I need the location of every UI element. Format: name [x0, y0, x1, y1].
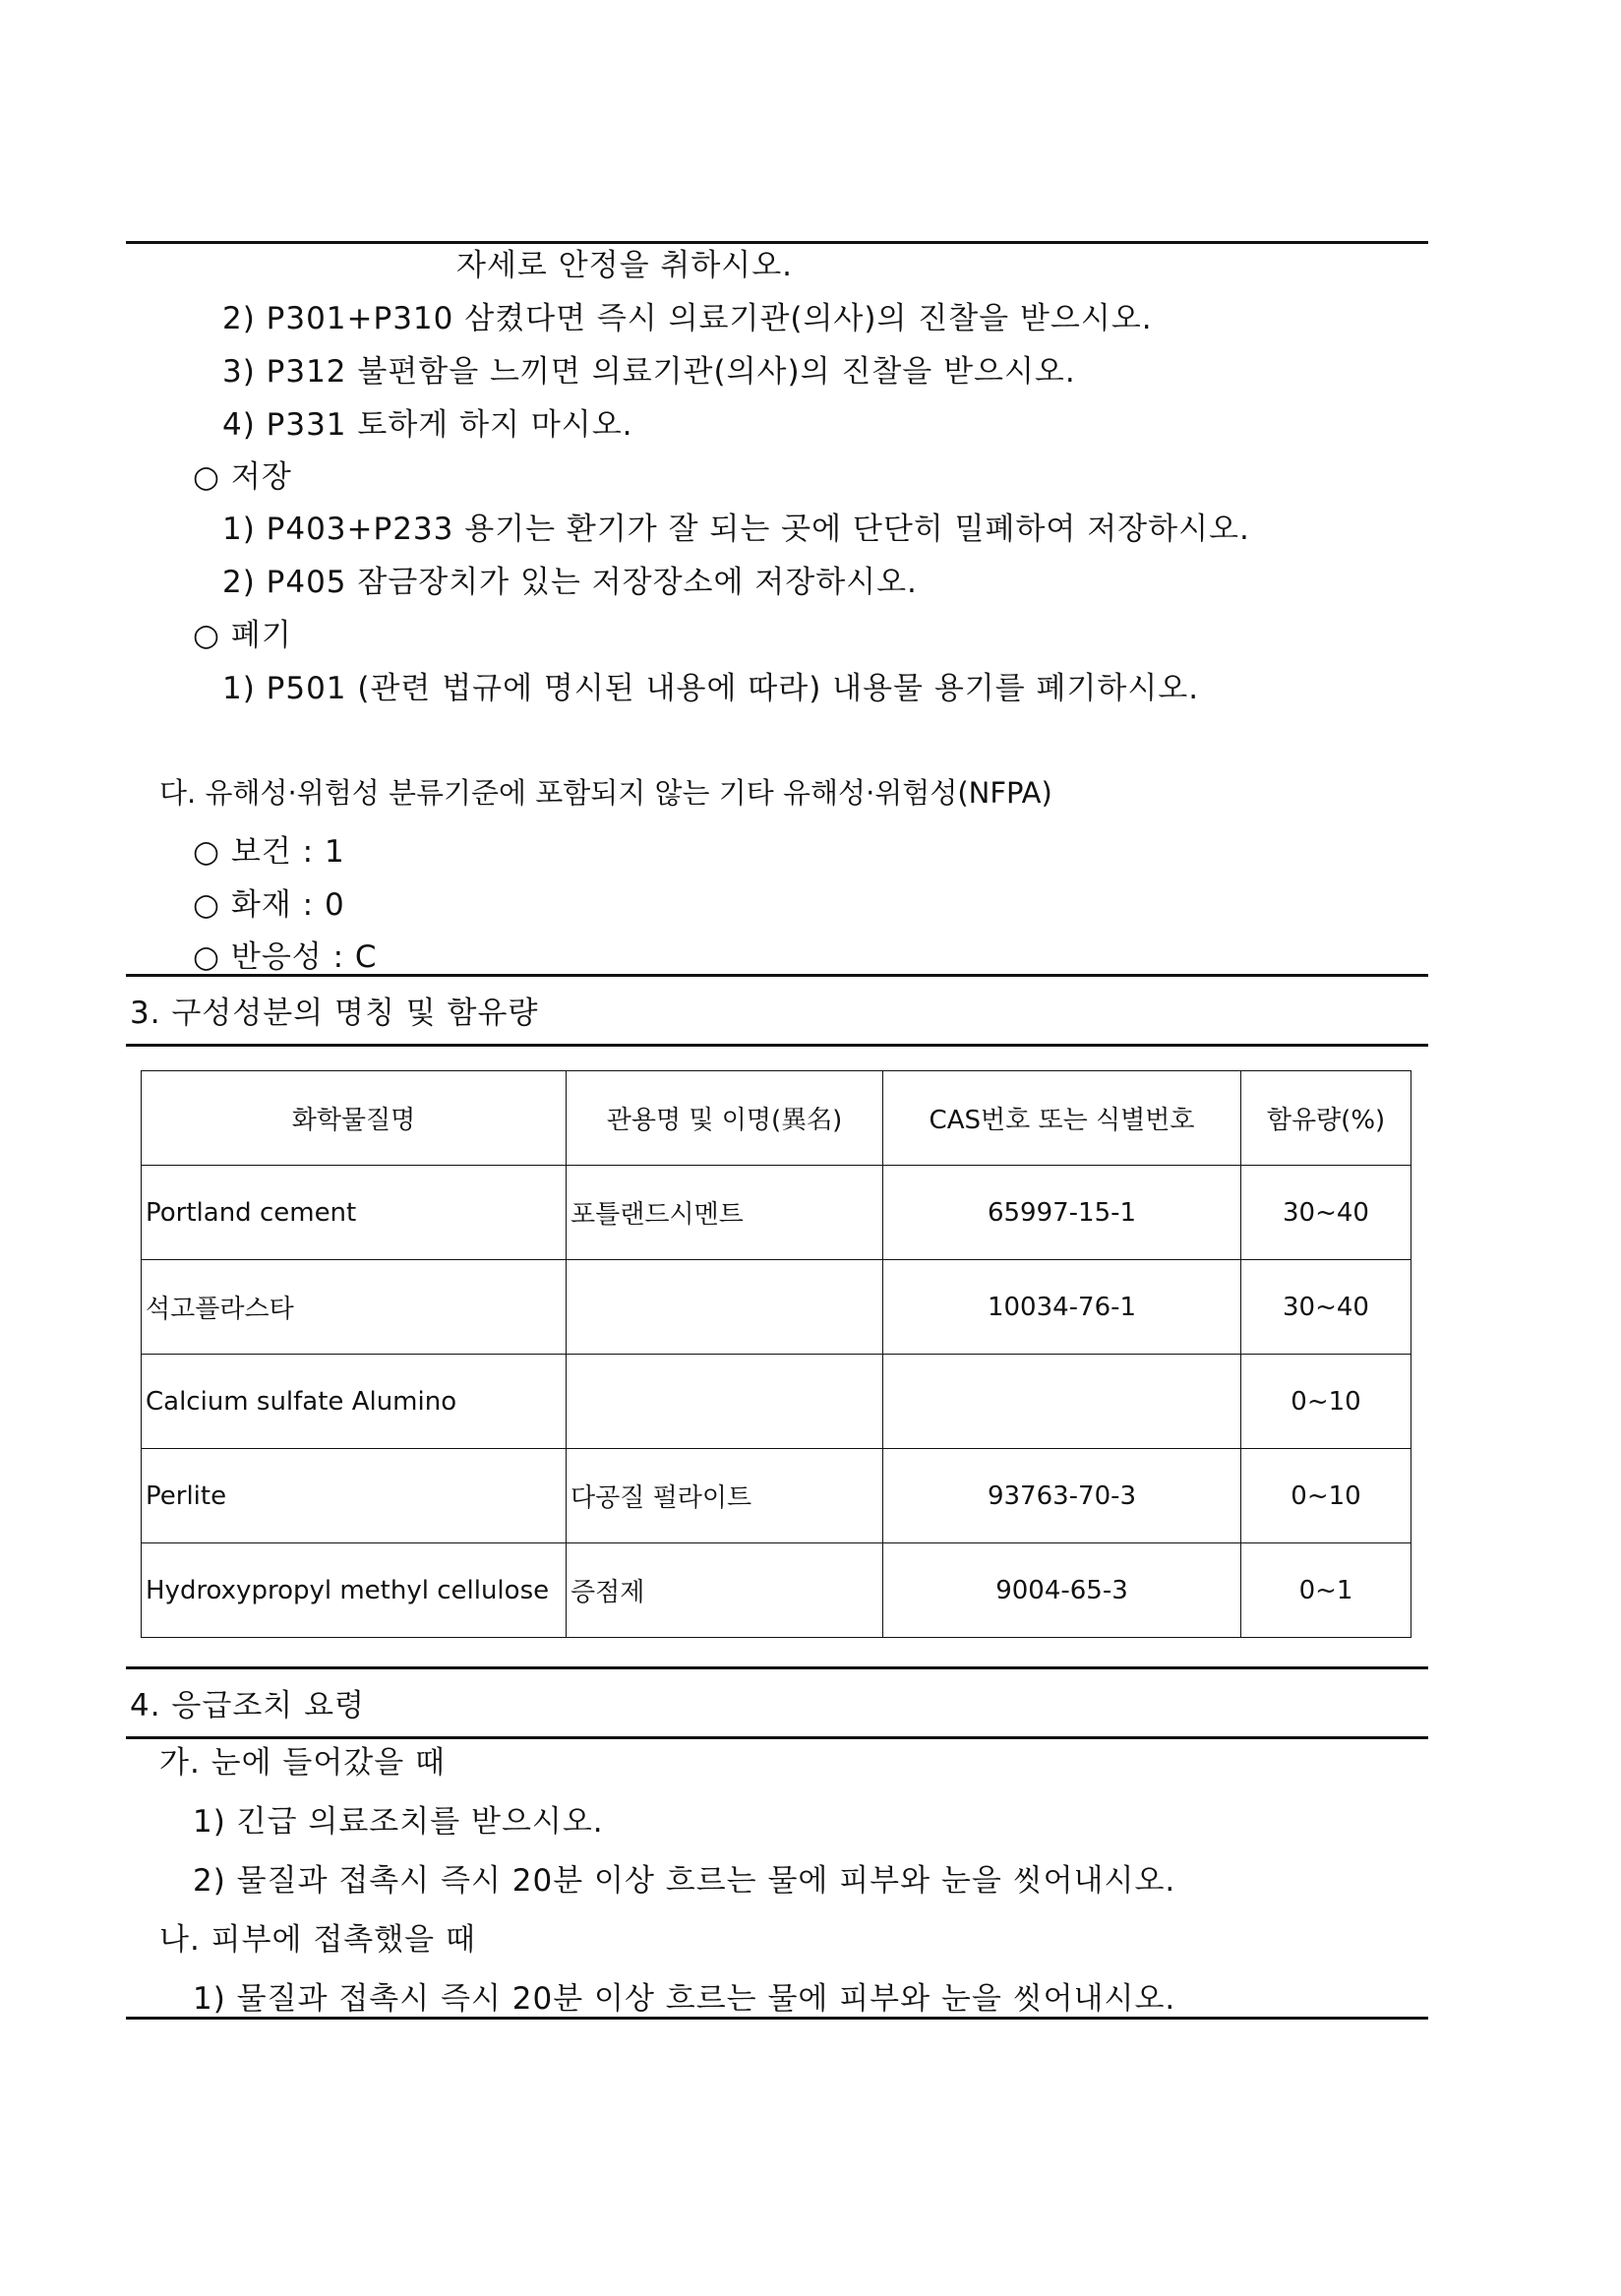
- cell-chemical-name: Hydroxypropyl methyl cellulose: [142, 1543, 567, 1638]
- header-common-name: 관용명 및 이명(異名): [567, 1071, 883, 1166]
- cell-content: 30~40: [1241, 1166, 1411, 1260]
- precaution-line: 3) P312 불편함을 느끼면 의료기관(의사)의 진찰을 받으시오.: [222, 354, 1076, 390]
- precaution-line: 2) P301+P310 삼켰다면 즉시 의료기관(의사)의 진찰을 받으시오.: [222, 301, 1153, 336]
- cell-content: 0~10: [1241, 1449, 1411, 1543]
- cell-cas-number: 65997-15-1: [883, 1166, 1241, 1260]
- section4-top-rule: [126, 1666, 1428, 1669]
- storage-heading: ○ 저장: [193, 459, 292, 495]
- top-rule: [126, 241, 1428, 244]
- cell-common-name: 다공질 펄라이트: [567, 1449, 883, 1543]
- cell-content: 30~40: [1241, 1260, 1411, 1355]
- composition-table: [141, 1070, 1411, 1638]
- table-row: [142, 1260, 1411, 1355]
- cell-chemical-name: Portland cement: [142, 1166, 567, 1260]
- nfpa-reactivity: ○ 반응성 : C: [193, 939, 378, 975]
- cell-chemical-name: 석고플라스타: [142, 1260, 567, 1355]
- cell-common-name: [567, 1355, 883, 1449]
- precaution-line: 4) P331 토하게 하지 마시오.: [222, 407, 633, 443]
- precaution-line: 2) P405 잠금장치가 있는 저장장소에 저장하시오.: [222, 565, 918, 600]
- disposal-heading: ○ 폐기: [193, 618, 292, 653]
- cell-chemical-name: Perlite: [142, 1449, 567, 1543]
- bottom-rule: [126, 2017, 1428, 2020]
- eye-contact-heading: 가. 눈에 들어갔을 때: [159, 1745, 446, 1781]
- skin-contact-heading: 나. 피부에 접촉했을 때: [159, 1922, 476, 1958]
- table-row: [142, 1543, 1411, 1638]
- cell-cas-number: [883, 1355, 1241, 1449]
- cell-content: 0~1: [1241, 1543, 1411, 1638]
- cell-common-name: 포틀랜드시멘트: [567, 1166, 883, 1260]
- nfpa-health: ○ 보건 : 1: [193, 834, 345, 870]
- cell-content: 0~10: [1241, 1355, 1411, 1449]
- cell-cas-number: 9004-65-3: [883, 1543, 1241, 1638]
- table-header-row: [142, 1071, 1411, 1166]
- cell-chemical-name: Calcium sulfate Alumino: [142, 1355, 567, 1449]
- cell-common-name: 증점제: [567, 1543, 883, 1638]
- table-row: [142, 1355, 1411, 1449]
- precaution-line: 자세로 안정을 취하시오.: [456, 248, 794, 283]
- section4-title: 4. 응급조치 요령: [130, 1688, 365, 1723]
- header-content: 함유량(%): [1241, 1071, 1411, 1166]
- section4-title-rule: [126, 1736, 1428, 1739]
- precaution-line: 1) P403+P233 용기는 환기가 잘 되는 곳에 단단히 밀폐하여 저장하시오.: [222, 512, 1250, 547]
- header-chemical-name: 화학물질명: [142, 1071, 567, 1166]
- precaution-line: 1) P501 (관련 법규에 명시된 내용에 따라) 내용물 용기를 폐기하시오.: [222, 671, 1200, 706]
- section3-title: 3. 구성성분의 명칭 및 함유량: [130, 996, 539, 1031]
- first-aid-line: 1) 물질과 접촉시 즉시 20분 이상 흐르는 물에 피부와 눈을 씻어내시오.: [193, 1981, 1176, 2017]
- first-aid-line: 2) 물질과 접촉시 즉시 20분 이상 흐르는 물에 피부와 눈을 씻어내시오.: [193, 1863, 1176, 1899]
- section3-bottom-rule: [126, 1044, 1428, 1047]
- cell-common-name: [567, 1260, 883, 1355]
- first-aid-line: 1) 긴급 의료조치를 받으시오.: [193, 1804, 604, 1840]
- cell-cas-number: 10034-76-1: [883, 1260, 1241, 1355]
- other-hazards-title: 다. 유해성·위험성 분류기준에 포함되지 않는 기타 유해성·위험성(NFPA): [159, 776, 1052, 810]
- section3-top-rule: [126, 974, 1428, 977]
- nfpa-fire: ○ 화재 : 0: [193, 887, 345, 923]
- table-row: [142, 1449, 1411, 1543]
- header-cas-number: CAS번호 또는 식별번호: [883, 1071, 1241, 1166]
- table-row: [142, 1166, 1411, 1260]
- cell-cas-number: 93763-70-3: [883, 1449, 1241, 1543]
